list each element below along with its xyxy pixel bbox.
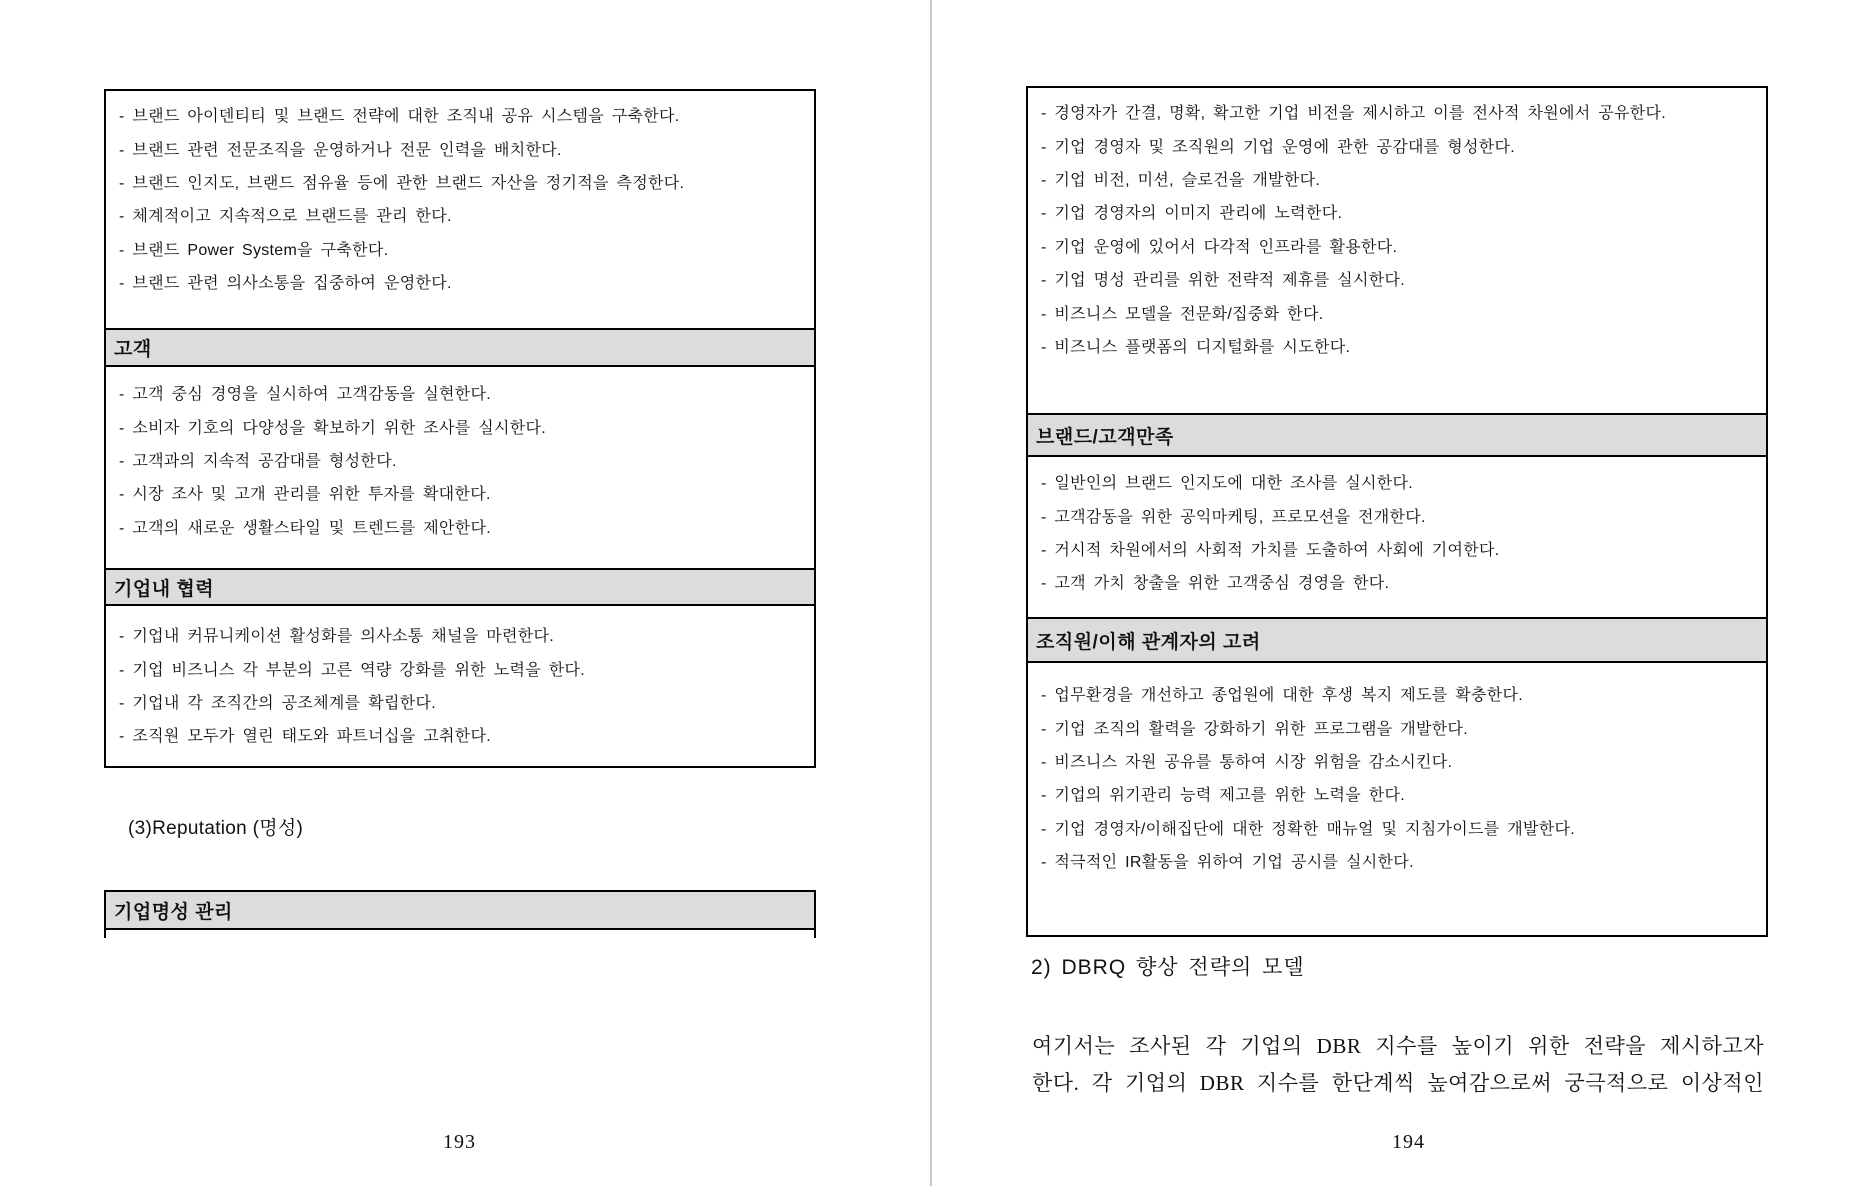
table-item: - 고객 중심 경영을 실시하여 고객감동을 실현한다. (119, 386, 491, 404)
table-item: - 적극적인 IR활동을 위하여 기업 공시를 실시한다. (1041, 854, 1414, 872)
table-item: - 기업내 각 조직간의 공조체계를 확립한다. (119, 694, 436, 712)
page-194 (932, 0, 1860, 1186)
section-header-brand-customer-satisfaction: 브랜드/고객만족 (1028, 413, 1766, 457)
table-section-management (1028, 88, 1766, 413)
table-item: - 기업 운영에 있어서 다각적 인프라를 활용한다. (1041, 238, 1398, 256)
table-item: - 기업 비전, 미션, 슬로건을 개발한다. (1041, 171, 1321, 189)
table-section-internal-cooperation (106, 606, 814, 766)
table-section-customer (106, 367, 814, 568)
reputation-strategy-table (1026, 86, 1768, 937)
table-item: - 기업 조직의 활력을 강화하기 위한 프로그램을 개발한다. (1041, 720, 1468, 738)
table-item: - 비즈니스 플랫폼의 디지털화를 시도한다. (1041, 338, 1351, 356)
section-header-customer: 고객 (106, 328, 814, 367)
table-section-brand (106, 91, 814, 328)
table-item: - 브랜드 관련 의사소통을 집중하여 운영한다. (119, 275, 452, 293)
table-item: - 체계적이고 지속적으로 브랜드를 관리 한다. (119, 208, 452, 226)
table-item: - 고객의 새로운 생활스타일 및 트렌드를 제안한다. (119, 519, 491, 537)
table-section-brand-customer-satisfaction (1028, 457, 1766, 617)
table-item: - 일반인의 브랜드 인지도에 대한 조사를 실시한다. (1041, 475, 1413, 493)
table-item: - 기업 경영자/이해집단에 대한 정확한 매뉴얼 및 지침가이드를 개발한다. (1041, 820, 1576, 838)
table-section-stakeholders (1028, 663, 1766, 935)
table-item: - 기업내 커뮤니케이션 활성화를 의사소통 채널을 마련한다. (119, 628, 554, 646)
table-item: - 고객과의 지속적 공감대를 형성한다. (119, 452, 397, 470)
table-item: - 비즈니스 모델을 전문화/집중화 한다. (1041, 305, 1324, 323)
table-item: - 기업 명성 관리를 위한 전략적 제휴를 실시한다. (1041, 272, 1405, 290)
table-cut-left-border (104, 930, 106, 938)
body-paragraph (1032, 1028, 1764, 1102)
section-header-stakeholders: 조직원/이해 관계자의 고려 (1028, 617, 1766, 663)
table-item: - 브랜드 관련 전문조직을 운영하거나 전문 인력을 배치한다. (119, 141, 562, 159)
table-item: - 거시적 차원에서의 사회적 가치를 도출하여 사회에 기여한다. (1041, 541, 1500, 559)
table-item: - 브랜드 아이덴티티 및 브랜드 전략에 대한 조직내 공유 시스템을 구축한다. (119, 108, 680, 126)
brand-strategy-table (104, 89, 816, 768)
table-item: - 브랜드 Power System을 구축한다. (119, 241, 389, 259)
reputation-sub-heading: (3)Reputation (명성) (128, 818, 304, 839)
table-cut-right-border (814, 930, 816, 938)
table-item: - 고객 가치 창출을 위한 고객중심 경영을 한다. (1041, 575, 1390, 593)
page-number-193: 193 (443, 1131, 476, 1153)
table-item: - 업무환경을 개선하고 종업원에 대한 후생 복지 제도를 확충한다. (1041, 687, 1523, 705)
table-item: - 고객감동을 위한 공익마케팅, 프로모션을 전개한다. (1041, 508, 1426, 526)
dbrq-model-heading: 2) DBRQ 향상 전략의 모델 (1031, 956, 1305, 979)
table-item: - 경영자가 간결, 명확, 확고한 기업 비전을 제시하고 이를 전사적 차원에서 공유한다. (1041, 105, 1667, 123)
table-item: - 기업 비즈니스 각 부분의 고른 역량 강화를 위한 노력을 한다. (119, 661, 585, 679)
table-item: - 소비자 기호의 다양성을 확보하기 위한 조사를 실시한다. (119, 419, 546, 437)
table-item: - 브랜드 인지도, 브랜드 점유율 등에 관한 브랜드 자산을 정기적을 측정한다. (119, 174, 685, 192)
table-item: - 비즈니스 자원 공유를 통하여 시장 위험을 감소시킨다. (1041, 753, 1453, 771)
section-header-internal-cooperation: 기업내 협력 (106, 568, 814, 606)
section-header-corporate-reputation: 기업명성 관리 (104, 890, 816, 930)
table-item: - 기업 경영자 및 조직원의 기업 운영에 관한 공감대를 형성한다. (1041, 138, 1515, 156)
table-item: - 기업의 위기관리 능력 제고를 위한 노력을 한다. (1041, 787, 1405, 805)
page-number-194: 194 (1392, 1131, 1425, 1153)
table-item: - 기업 경영자의 이미지 관리에 노력한다. (1041, 205, 1343, 223)
paragraph-line: 여기서는 조사된 각 기업의 DBR 지수를 높이기 위한 전략을 제시하고자 (1032, 1034, 1764, 1058)
paragraph-line: 한다. 각 기업의 DBR 지수를 한단계씩 높여감으로써 궁극적으로 이상적인 (1032, 1071, 1764, 1095)
table-item: - 시장 조사 및 고개 관리를 위한 투자를 확대한다. (119, 486, 491, 504)
table-item: - 조직원 모두가 열린 태도와 파트너십을 고취한다. (119, 728, 491, 746)
